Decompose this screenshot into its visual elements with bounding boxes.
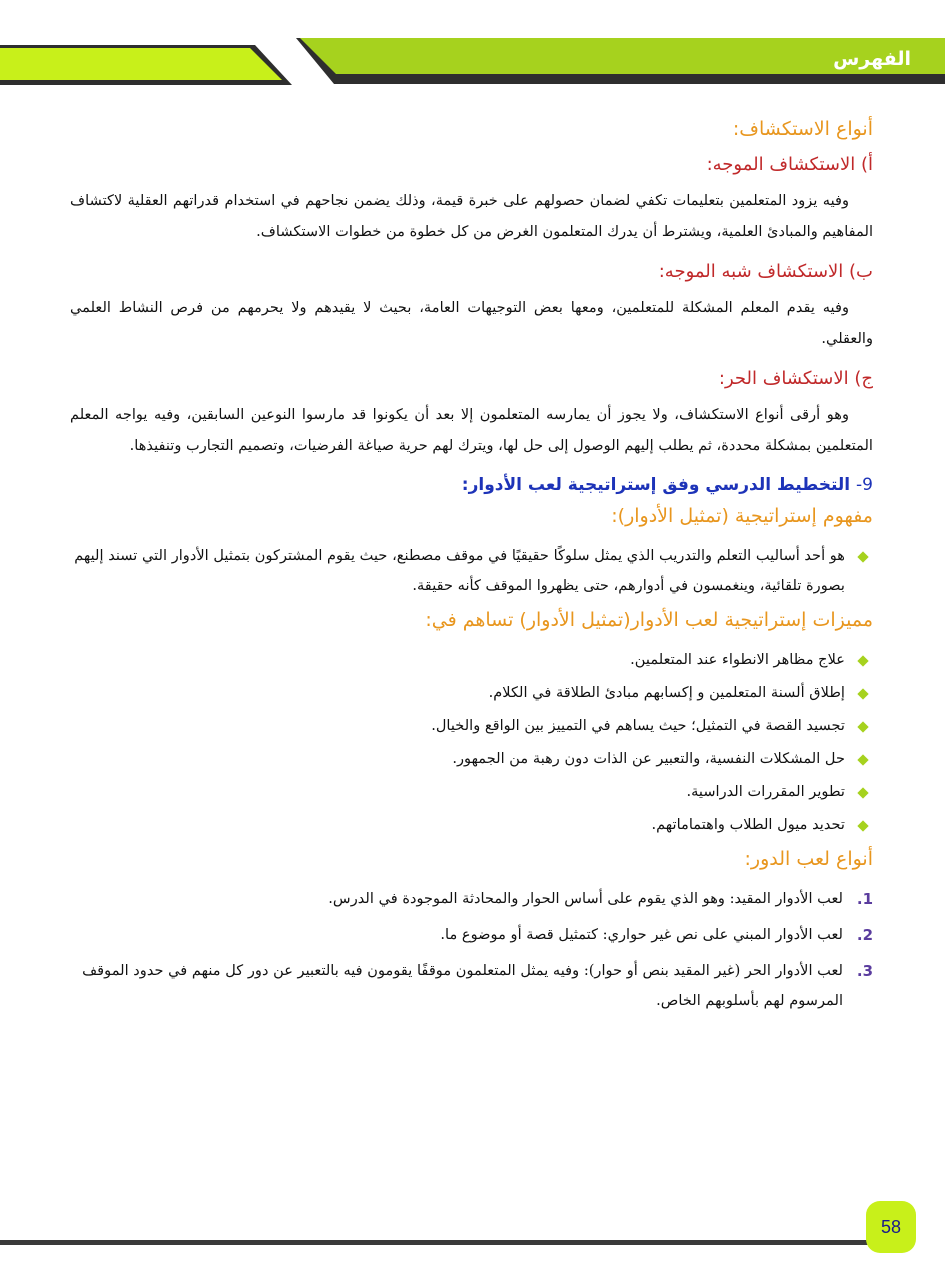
bullet-icon xyxy=(857,754,868,765)
roleplay-section-heading xyxy=(70,475,873,495)
features-list xyxy=(70,645,873,840)
list-number: 1. xyxy=(856,890,873,908)
header-title: الفهرس xyxy=(833,48,911,70)
guided-discovery-section xyxy=(70,154,873,247)
semi-guided-discovery-heading: ب) الاستكشاف شبه الموجه: xyxy=(658,261,873,282)
page-number: 58 xyxy=(880,1216,902,1237)
roleplay-types-heading: أنواع لعب الدور: xyxy=(744,848,873,870)
free-discovery-heading: ج) الاستكشاف الحر: xyxy=(718,368,873,389)
bullet-icon xyxy=(857,787,868,798)
list-item: تحديد ميول الطلاب واهتماماتهم. xyxy=(70,810,873,840)
list-item: تطوير المقررات الدراسية. xyxy=(70,777,873,807)
header-banner xyxy=(0,0,945,95)
discovery-types-heading: أنواع الاستكشاف: xyxy=(732,118,873,140)
bullet-icon xyxy=(857,551,868,562)
roleplay-features-heading: مميزات إستراتيجية لعب الأدوار(تمثيل الأدوار) تساهم في: xyxy=(425,609,873,631)
roleplay-section-title: التخطيط الدرسي وفق إستراتيجية لعب الأدوار: xyxy=(461,475,851,495)
free-discovery-text: وهو أرقى أنواع الاستكشاف، ولا يجوز أن يمارسه المتعلمون إلا بعد أن يكونوا قد مارسوا النوعين السابقين، وفيه يواجه المعلم المتعلمين بمشكلة محددة، ثم يطلب إليهم الوصول إلى حل لها، ويترك لهم حرية صياغة الفرضيات، وتصميم التجارب وتنفيذها. xyxy=(70,406,873,454)
list-item: 1. لعب الأدوار المقيد: وهو الذي يقوم على أساس الحوار والمحادثة الموجودة في الدرس. xyxy=(70,884,873,914)
bullet-icon xyxy=(857,655,868,666)
page-header xyxy=(0,0,945,95)
list-number: 3. xyxy=(856,962,873,980)
page-number-badge xyxy=(866,1201,916,1253)
concept-list xyxy=(70,541,873,601)
list-item: علاج مظاهر الانطواء عند المتعلمين. xyxy=(70,645,873,675)
semi-guided-discovery-section xyxy=(70,261,873,354)
roleplay-concept-heading: مفهوم إستراتيجية (تمثيل الأدوار): xyxy=(611,505,873,527)
list-item: 2. لعب الأدوار المبني على نص غير حواري: كتمثيل قصة أو موضوع ما. xyxy=(70,920,873,950)
bullet-icon xyxy=(857,820,868,831)
list-item: تجسيد القصة في التمثيل؛ حيث يساهم في التمييز بين الواقع والخيال. xyxy=(70,711,873,741)
bullet-icon xyxy=(857,688,868,699)
list-item: حل المشكلات النفسية، والتعبير عن الذات دون رهبة من الجمهور. xyxy=(70,744,873,774)
page-content xyxy=(70,118,873,1022)
free-discovery-section xyxy=(70,368,873,461)
list-item: 3. لعب الأدوار الحر (غير المقيد بنص أو حوار): وفيه يمثل المتعلمون موقفًا يقومون فيه بالتعبير عن دور كل منهم في حدود الموقف المرسوم لهم بأسلوبهم الخاص. xyxy=(70,956,873,1016)
list-item: هو أحد أساليب التعلم والتدريب الذي يمثل سلوكًا حقيقيًا في موقف مصطنع، حيث يقوم المشتركون بتمثيل الأدوار التي تسند إليهم بصورة تلقائية، وينغمسون في أدوارهم، حتى يظهروا الموقف كأنه حقيقة. xyxy=(70,541,873,601)
semi-guided-discovery-text: وفيه يقدم المعلم المشكلة للمتعلمين، ومعها بعض التوجيهات العامة، بحيث لا يقيدهم ولا يحرمهم من فرص النشاط العلمي والعقلي. xyxy=(70,299,873,347)
guided-discovery-text: وفيه يزود المتعلمين بتعليمات تكفي لضمان حصولهم على خبرة قيمة، وذلك يضمن نجاحهم في استخدام قدراتهم العقلية لاكتشاف المفاهيم والمبادئ العلمية، ويشترط أن يدرك المتعلمون الغرض من كل خطوة من خطوات الاستكشاف. xyxy=(70,192,873,240)
list-number: 2. xyxy=(856,926,873,944)
bullet-icon xyxy=(857,721,868,732)
roleplay-types-list xyxy=(70,884,873,1016)
section-number: 9- xyxy=(856,475,873,495)
footer-rule xyxy=(0,1240,870,1245)
guided-discovery-heading: أ) الاستكشاف الموجه: xyxy=(706,154,873,175)
list-item: إطلاق ألسنة المتعلمين و إكسابهم مبادئ الطلاقة في الكلام. xyxy=(70,678,873,708)
